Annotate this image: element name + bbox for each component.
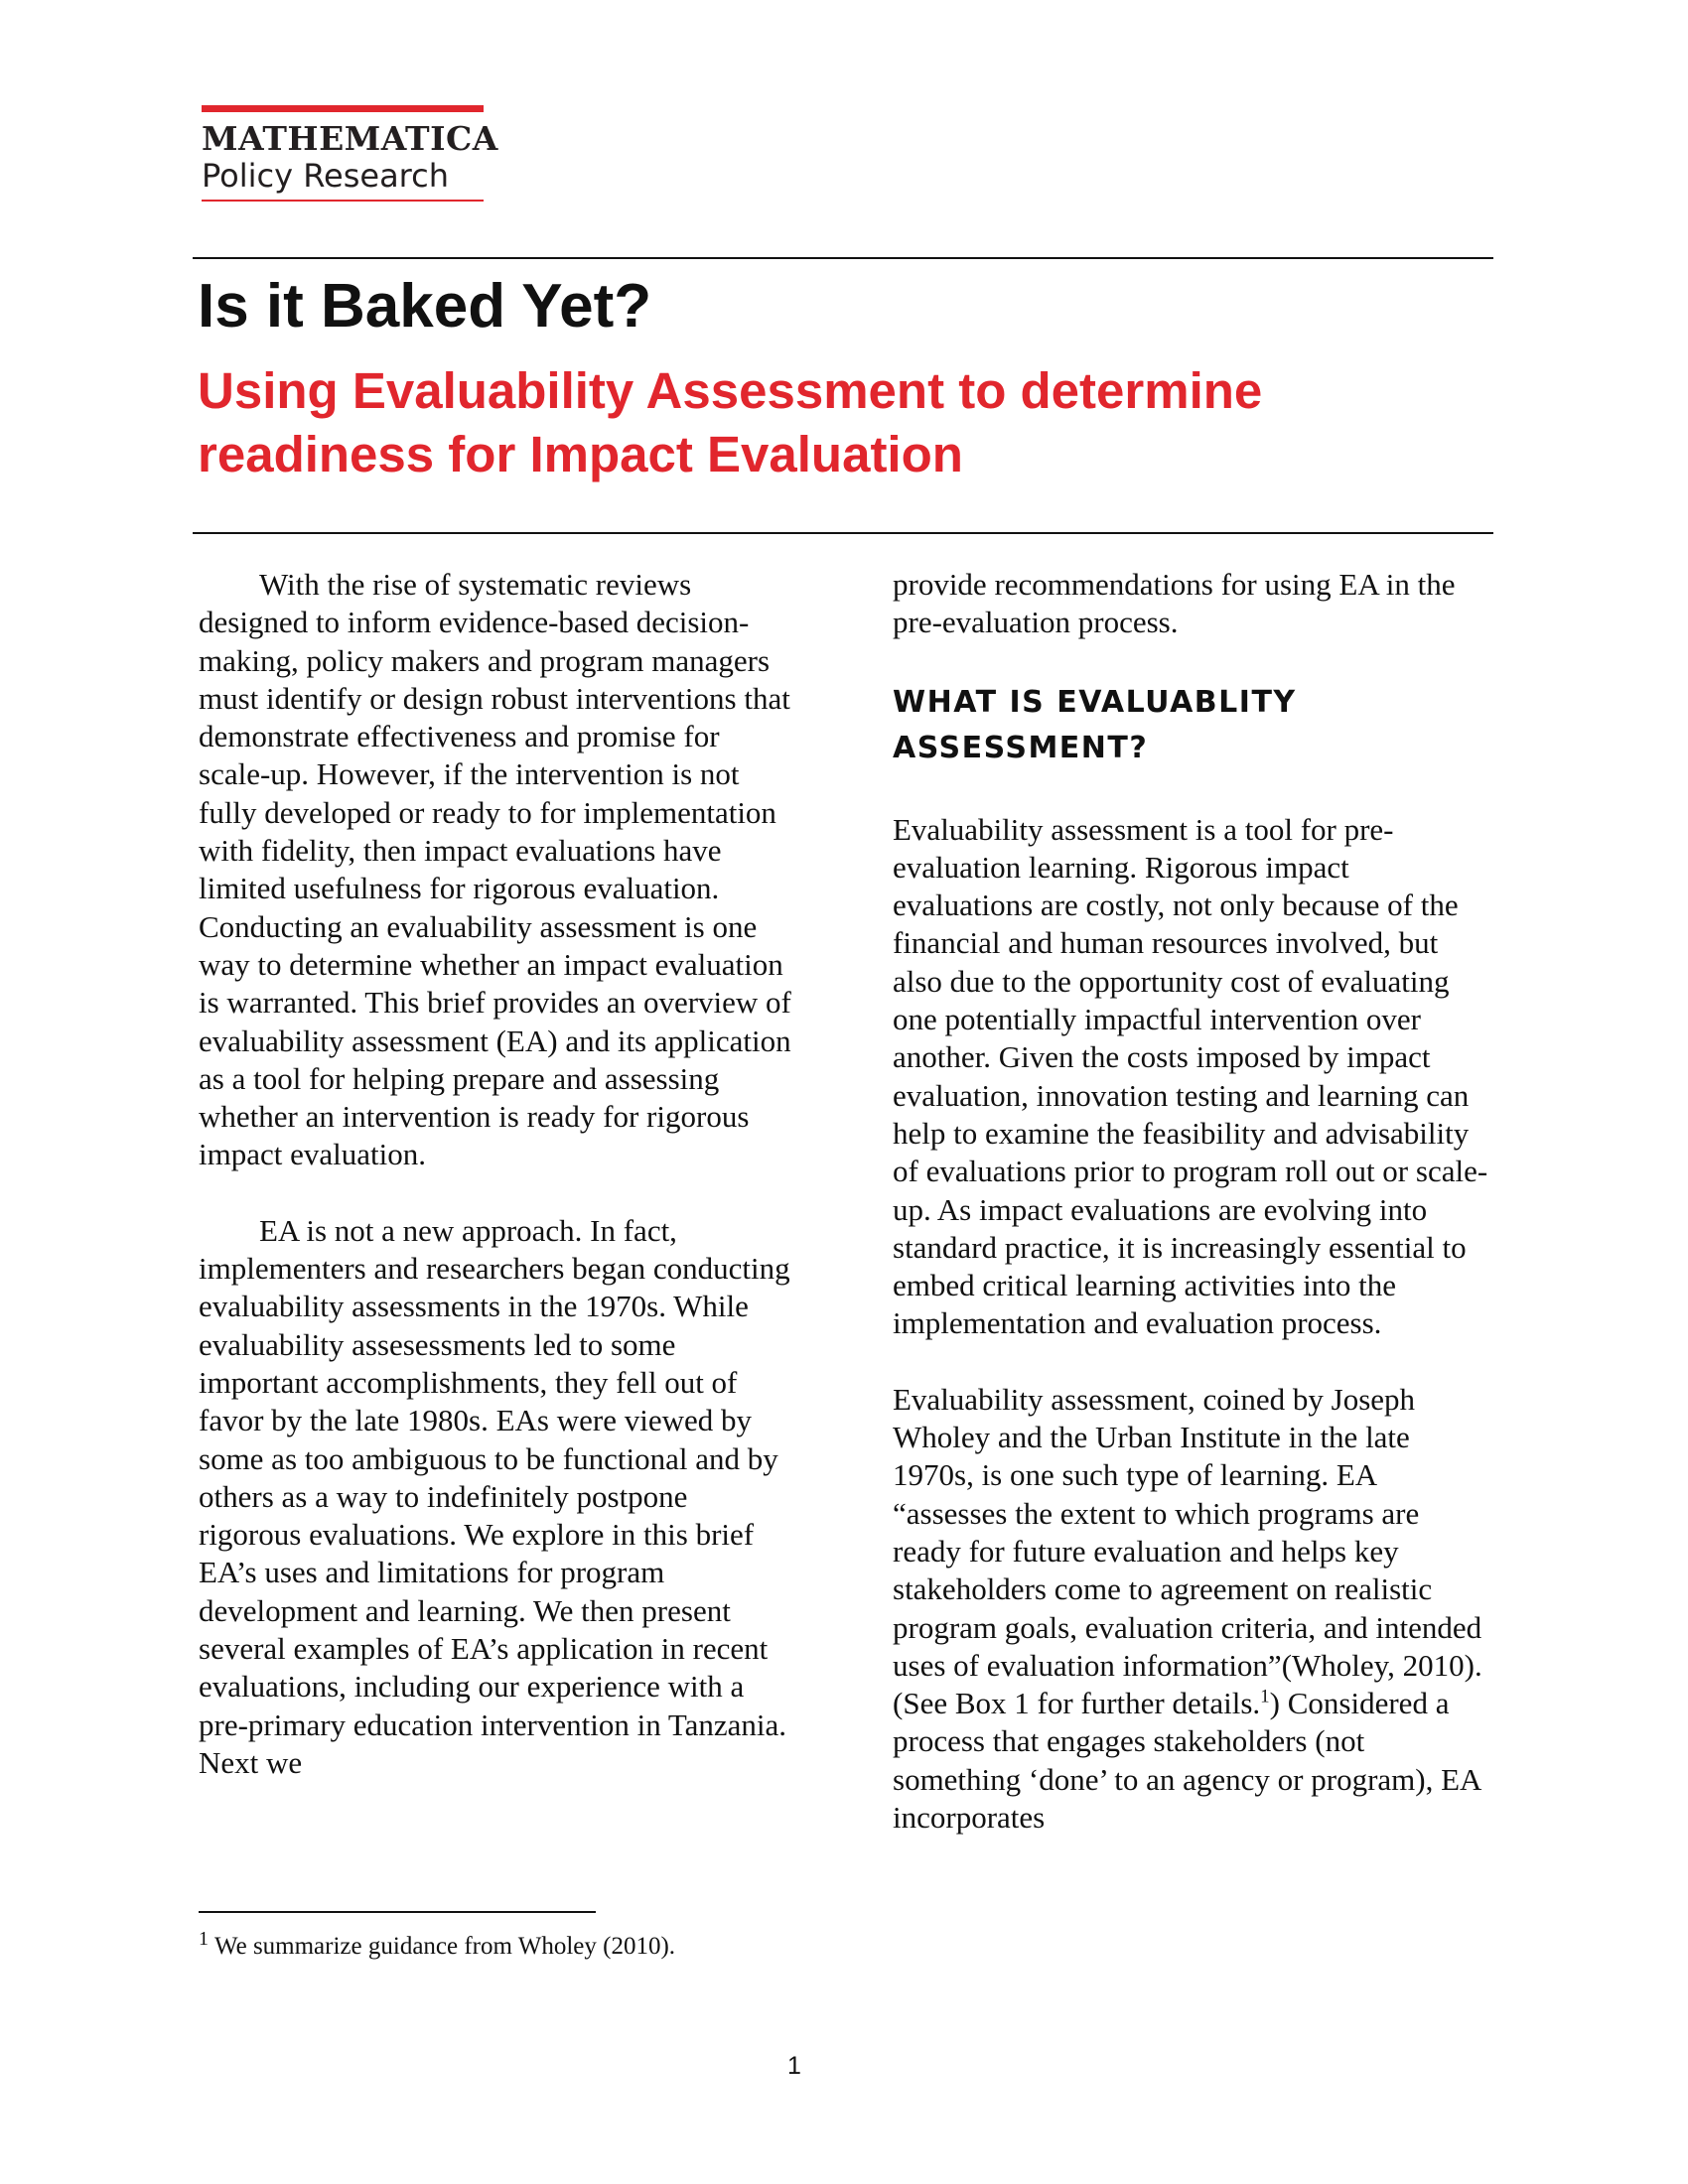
body-paragraph: Evaluability assessment is a tool for pre-evaluation learning. Rigorous impact evaluations are costly, not only because of the financial and human resources involved, but also due to the opportunity cost of evaluating one potentially impactful intervention over another. Given the costs imposed by impact evaluation, innovation testing and learning can help to examine the feasibility and advisability of evaluations prior to program roll out or scale-up. As impact evaluations are evolving into standard practice, it is increasingly essential to embed critical learning activities into the implementation and evaluation process. [893,811,1488,1341]
paragraph-text: ) Considered a process that engages stakeholders (not something ‘done’ to an agency or program), EA incorporates [893,1686,1480,1836]
right-column [893,566,1488,1837]
footnote-reference[interactable]: 1 [1260,1686,1270,1707]
footnote [199,1927,676,1964]
page-number: 1 [787,2052,801,2080]
mathematica-logo [202,105,498,202]
paragraph-text: Evaluability assessment, coined by Joseph Wholey and the Urban Institute in the late 1970s, is one such type of learning. EA “assesses the extent to which programs are ready for future evaluation and helps key stakeholders come to agreement on realistic program goals, evaluation criteria, and intended uses of evaluation information”(Wholey, 2010). (See Box 1 for further details. [893,1381,1482,1721]
footnote-separator [199,1911,596,1913]
page-subtitle: Using Evaluability Assessment to determine readiness for Impact Evaluation [198,362,1263,482]
body-paragraph-continued: provide recommendations for using EA in the pre-evaluation process. [893,567,1456,640]
logo-underline [202,200,484,202]
left-column [199,566,794,1782]
footnote-marker: 1 [199,1927,209,1950]
footnote-text: We summarize guidance from Wholey (2010). [214,1933,676,1960]
logo-tagline: Policy Research [202,157,449,195]
body-paragraph: EA is not a new approach. In fact, implementers and researchers began conducting evaluability assessments in the 1970s. While evaluability assesessments led to some important accomplishments, they fell out of favor by the late 1980s. EAs were viewed by some as too ambiguous to be functional and by others as a way to indefinitely postpone rigorous evaluations. We explore in this brief EA’s uses and limitations for program development and learning. We then present several examples of EA’s application in recent evaluations, including our experience with a pre-primary education intervention in Tanzania. Next we [199,1212,790,1780]
logo-name: MATHEMATICA [202,119,498,158]
title-top-rule [193,257,1493,259]
page-title: Is it Baked Yet? [198,272,652,341]
section-heading [893,680,1488,771]
title-bottom-rule [193,532,1493,534]
body-paragraph [893,1381,1488,1838]
logo-top-bar [202,105,484,112]
body-paragraph: With the rise of systematic reviews designed to inform evidence-based decision-making, policy makers and program managers must identify or design robust interventions that demonstrate effectiveness and promise for scale-up. However, if the intervention is not fully developed or ready to for implementation with fidelity, then impact evaluations have limited usefulness for rigorous evaluation. Conducting an evaluability assessment is one way to determine whether an impact evaluation is warranted. This brief provides an overview of evaluability assessment (EA) and its application as a tool for helping prepare and assessing whether an intervention is ready for rigorous impact evaluation. [199,567,791,1172]
section-heading-line: WHAT IS EVALUABLITY [893,684,1297,720]
section-heading-line: ASSESSMENT? [893,730,1149,765]
